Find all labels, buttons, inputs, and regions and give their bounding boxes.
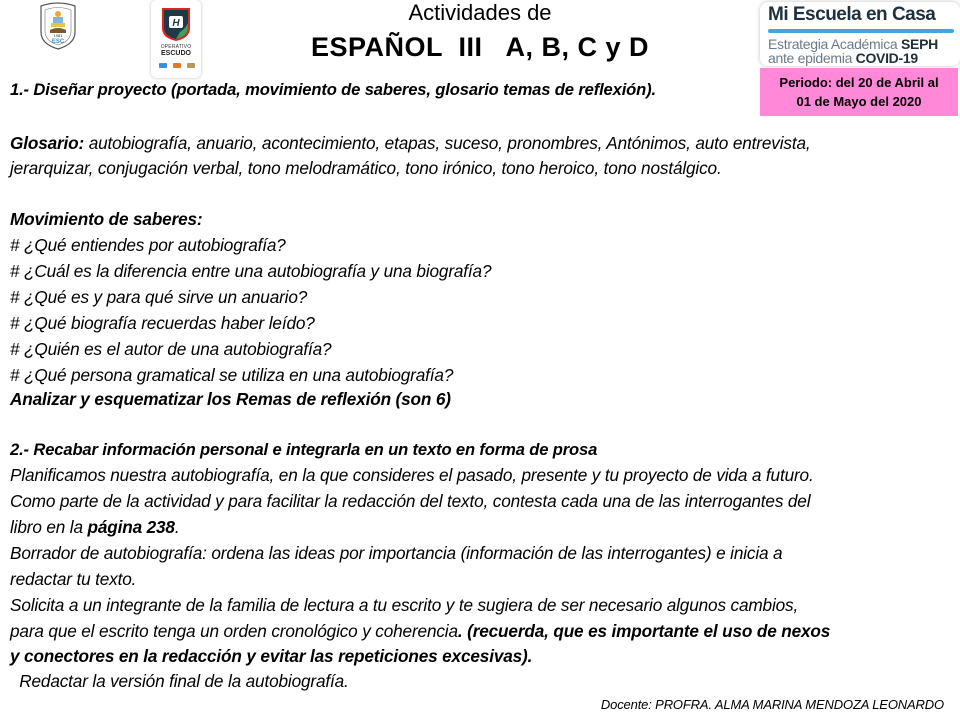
escudo-sponsor-icons — [159, 63, 195, 68]
teacher-signature: Docente: PROFRA. ALMA MARINA MENDOZA LEONARDO — [600, 697, 944, 712]
svg-text:1981: 1981 — [53, 33, 63, 38]
escudo-logo-line1: OPERATIVO — [160, 44, 192, 50]
mi-escuela-line2 — [768, 50, 918, 66]
sponsor-icon — [187, 63, 195, 68]
p4-bold-note: . (recuerda, que es importante el uso de nexos — [457, 621, 831, 641]
mi-escuela-brand: Mi Escuela en Casa — [768, 4, 936, 25]
p2-prefix: libro en la — [10, 517, 88, 537]
section1-heading: 1.- Diseñar proyecto (portada, movimiento de saberes, glosario temas de reflexión). — [10, 80, 656, 99]
sponsor-icon — [173, 63, 181, 68]
p4-prefix: para que el escrito tenga un orden cronológico y coherencia — [10, 621, 458, 641]
glosario-terms-1: autobiografía, anuario, acontecimiento, etapas, suceso, pronombres, Antónimos, auto entrevista, — [84, 133, 811, 153]
svg-text:ESC: ESC — [51, 39, 65, 45]
section2-paragraph4-line1: Solicita a un integrante de la familia de lectura a tu escrito y te sugiera de ser necesario algunos cambios, — [10, 595, 799, 615]
section2-paragraph5: Redactar la versión final de la autobiografía. — [10, 671, 349, 691]
question-item: # ¿Quién es el autor de una autobiografía? — [10, 339, 332, 359]
line1-prefix: Estrategia Académica — [768, 36, 901, 52]
line2-prefix: ante epidemia — [768, 50, 856, 66]
section2-paragraph1: Planificamos nuestra autobiografía, en la que consideres el pasado, presente y tu proyecto de vida a futuro. — [10, 465, 814, 485]
glosario-label: Glosario: — [10, 133, 85, 153]
section2-paragraph3-line2: redactar tu texto. — [10, 569, 137, 589]
glosario-line1 — [10, 133, 810, 154]
analyze-instruction: Analizar y esquematizar los Remas de reflexión (son 6) — [10, 389, 451, 409]
period-box — [760, 68, 958, 116]
mi-escuela-en-casa-logo — [760, 2, 960, 66]
title-text: Actividades de — [408, 0, 552, 25]
escudo-logo-line2: ESCUDO — [161, 50, 191, 57]
page-reference: página 238 — [87, 517, 175, 537]
section2-paragraph2-line2 — [10, 517, 179, 538]
period-line1: Periodo: del 20 de Abril al — [779, 75, 939, 90]
period-line2: 01 de Mayo del 2020 — [796, 94, 922, 109]
brand-accent-bar — [768, 29, 954, 33]
question-item: # ¿Qué es y para qué sirve un anuario? — [10, 287, 308, 307]
question-item: # ¿Qué biografía recuerdas haber leído? — [10, 313, 315, 333]
p2-suffix: . — [174, 517, 180, 537]
question-item: # ¿Cuál es la diferencia entre una autobiografía y una biografía? — [10, 261, 492, 281]
question-item: # ¿Qué entiendes por autobiografía? — [10, 235, 286, 255]
movimiento-heading: Movimiento de saberes: — [10, 209, 203, 229]
line1-bold: SEPH — [901, 36, 938, 52]
section2-heading: 2.- Recabar información personal e integrarla en un texto en forma de prosa — [10, 440, 598, 459]
line2-bold: COVID-19 — [855, 50, 918, 66]
section2-paragraph3-line1: Borrador de autobiografía: ordena las ideas por importancia (información de las interrogantes) e inicia a — [10, 543, 783, 563]
sponsor-icon — [159, 63, 167, 68]
question-item: # ¿Qué persona gramatical se utiliza en una autobiografía? — [10, 365, 454, 385]
section2-paragraph4-line2 — [10, 621, 830, 642]
glosario-line2: jerarquizar, conjugación verbal, tono melodramático, tono irónico, tono heroico, tono nostálgico. — [10, 158, 722, 178]
section2-paragraph2-line1: Como parte de la actividad y para facilitar la redacción del texto, contesta cada una de las interrogantes del — [10, 491, 811, 511]
section2-paragraph4-line3: y conectores en la redacción y evitar las repeticiones excesivas). — [10, 646, 533, 666]
svg-text:H: H — [172, 18, 180, 29]
title-text: ESPAÑOL III A, B, C y D — [310, 32, 650, 62]
